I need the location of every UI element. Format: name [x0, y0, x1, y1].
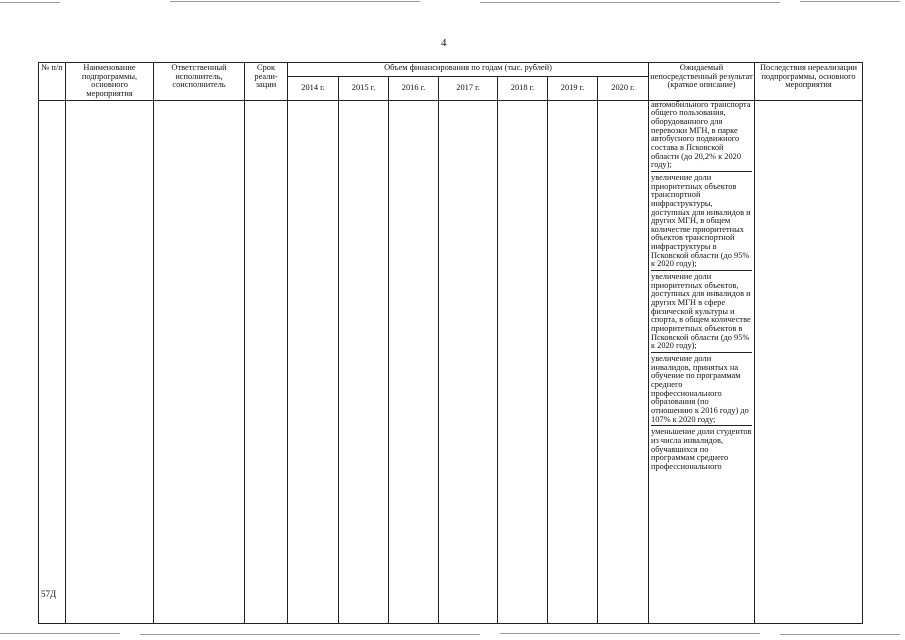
- expected-result-text: уменьшение доли студентов из числа инвалидов, обучавшихся по программам среднего профессионального: [651, 427, 752, 471]
- header-name: Наименование подпрограммы, основного мероприятия: [66, 63, 154, 101]
- header-financing: Объем финансирования по годам (тыс. рублей): [288, 63, 649, 77]
- expected-result-text: автомобильного транспорта общего пользования, оборудованного для перевозки МГН, в парке автобусного подвижного состава в Псковской области (до 20,2% к 2020 году);: [651, 100, 751, 170]
- scan-artifact-bottom: [0, 630, 905, 636]
- expected-result-item: [651, 171, 752, 270]
- cell-funding-2020: [598, 100, 649, 623]
- document-code: 57Д: [41, 589, 57, 599]
- header-year: 2014 г.: [288, 77, 339, 100]
- expected-result-item: [651, 352, 752, 425]
- header-num: № п/п: [39, 63, 66, 101]
- cell-consequences: [755, 100, 863, 623]
- cell-funding-2014: [288, 100, 339, 623]
- page-number: 4: [441, 37, 447, 49]
- table-row: [39, 100, 863, 623]
- cell-term: [245, 100, 288, 623]
- cell-funding-2018: [498, 100, 548, 623]
- header-year: 2018 г.: [498, 77, 548, 100]
- scan-artifact-top: [0, 0, 905, 5]
- cell-num: [39, 100, 66, 623]
- header-year: 2019 г.: [548, 77, 598, 100]
- cell-funding-2015: [339, 100, 389, 623]
- header-year: 2016 г.: [389, 77, 439, 100]
- expected-result-text: увеличение доли инвалидов, принятых на обучение по программам среднего профессионального образования (по отношению к 2016 году) до 107% к 2020 году;: [651, 354, 749, 424]
- header-row-1: [39, 63, 863, 77]
- header-year: 2015 г.: [339, 77, 389, 100]
- expected-result-item: [651, 101, 752, 171]
- expected-result-text: увеличение доли приоритетных объектов, доступных для инвалидов и других МГН в сфере физической культуры и спорта, в общем количестве приоритетных объектов в Псковской области (до 95% к 2020 году);: [651, 272, 751, 351]
- cell-name: [66, 100, 154, 623]
- header-term: Срок реали-зации: [245, 63, 288, 101]
- cell-responsible: [154, 100, 245, 623]
- header-responsible: Ответственный исполнитель, соисполнитель: [154, 63, 245, 101]
- header-expected-result: Ожидаемый непосредственный результат (краткое описание): [649, 63, 755, 101]
- cell-funding-2019: [548, 100, 598, 623]
- expected-result-item: [651, 270, 752, 352]
- cell-funding-2017: [439, 100, 498, 623]
- program-table: [38, 62, 863, 624]
- expected-result-item: [651, 425, 752, 472]
- header-year: 2017 г.: [439, 77, 498, 100]
- cell-funding-2016: [389, 100, 439, 623]
- header-year: 2020 г.: [598, 77, 649, 100]
- expected-result-text: увеличение доли приоритетных объектов транспортной инфраструктуры, доступных для инвалидов и других МГН, в общем количестве приоритетных объектов транспортной инфраструктуры в Псковской области (до 95% к 2020 году);: [651, 172, 751, 269]
- header-consequences: Последствия нереализации подпрограммы, основного мероприятия: [755, 63, 863, 101]
- cell-expected-results: [649, 100, 755, 623]
